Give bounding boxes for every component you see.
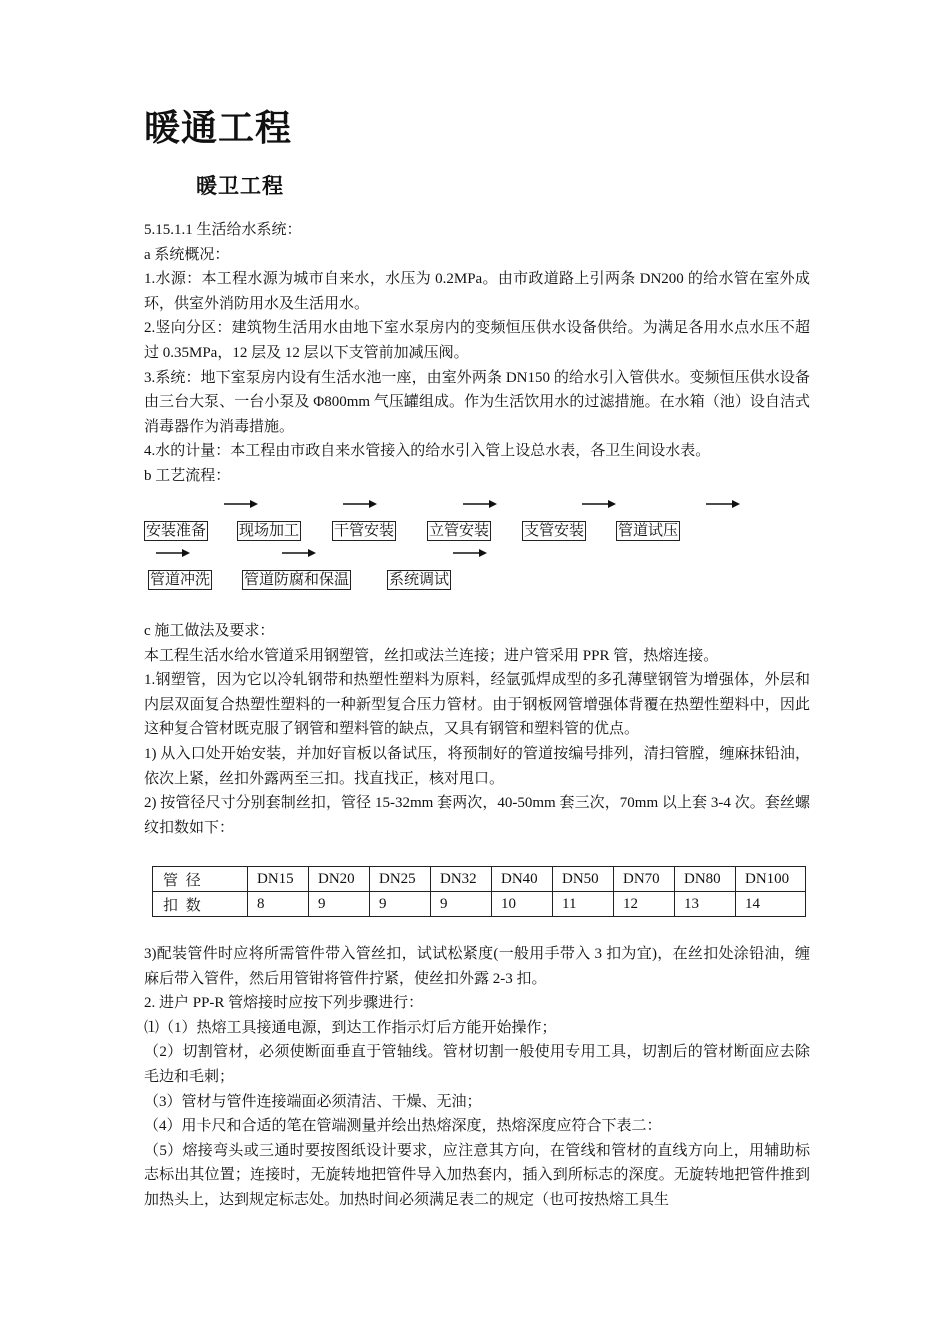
page-title: 暖通工程 [144, 108, 293, 149]
table-cell: 14 [736, 892, 806, 917]
heading-water-supply: 5.15.1.1 生活给水系统： [144, 222, 302, 238]
table-cell: 8 [248, 892, 309, 917]
flow-arrow-icon [706, 499, 740, 509]
flow-step-commissioning: 系统调试 [389, 572, 450, 588]
table-cell: DN70 [614, 867, 675, 892]
table-header-cell: 扣 数 [153, 892, 248, 917]
flow-step-pressure-test: 管道试压 [618, 523, 679, 539]
table-cell: DN20 [309, 867, 370, 892]
section-title: 暖卫工程 [196, 174, 284, 198]
flow-step-anticorrosion: 管道防腐和保温 [244, 572, 350, 588]
flow-step-flushing: 管道冲洗 [150, 572, 211, 588]
table-cell: 9 [431, 892, 492, 917]
table-cell: 9 [309, 892, 370, 917]
table-cell: 12 [614, 892, 675, 917]
thread-count-table [152, 866, 806, 917]
paragraph-install-step-1: 1) 从入口处开始安装，并加好盲板以备试压，将预制好的管道按编号排列，清扫管膛，缠麻抹铅油，依次上紧，丝扣外露两至三扣。找直找正，核对甩口。 [144, 745, 810, 787]
flow-step-fabrication: 现场加工 [239, 523, 300, 539]
table-cell: 11 [553, 892, 614, 917]
paragraph-ppr-step-1: ⑴（1）热熔工具接通电源，到达工作指示灯后方能开始操作； [144, 1019, 557, 1036]
table-cell: DN32 [431, 867, 492, 892]
paragraph-ppr-steps-intro: 2. 进户 PP-R 管熔接时应按下列步骤进行： [144, 995, 424, 1012]
paragraph-metering: 4.水的计量：本工程由市政自来水管接入的给水引入管上设总水表，各卫生间设水表。 [144, 443, 711, 460]
flow-arrow-icon [582, 499, 616, 509]
section-ppr-fusion [144, 942, 810, 1213]
flow-arrow-icon [282, 548, 316, 558]
section-water-supply [144, 218, 810, 489]
table-header-cell: 管 径 [153, 867, 248, 892]
paragraph-zoning: 2.竖向分区：建筑物生活用水由地下室水泵房内的变频恒压供水设备供给。为满足各用水点水压不超过 0.35MPa，12 层及 12 层以下支管前加减压阀。 [144, 320, 810, 361]
flow-step-prepare: 安装准备 [146, 523, 207, 539]
table-cell: 13 [675, 892, 736, 917]
paragraph-ppr-step-5: （5）熔接弯头或三通时要按图纸设计要求，应注意其方向，在管线和管材的直线方向上，用辅助标志标出其位置；连接时，无旋转地把管件导入加热套内，插入到所标志的深度。无旋转地把管件推到加热头上，达到规定标志处。加热时间必须满足表二的规定（也可按热熔工具生 [144, 1142, 810, 1208]
table-row [153, 867, 806, 892]
process-flow-diagram [144, 494, 810, 594]
flow-arrow-icon [343, 499, 377, 509]
paragraph-ppr-step-3: （3）管材与管件连接端面必须清洁、干燥、无油； [144, 1093, 482, 1110]
paragraph-fitting-assembly: 3)配装管件时应将所需管件带入管丝扣，试试松紧度(一般用手带入 3 扣为宜)，在丝扣处涂铅油，缠麻后带入管件，然后用管钳将管件拧紧，使丝扣外露 2-3 扣。 [144, 946, 810, 987]
flow-step-riser: 立管安装 [429, 523, 490, 539]
paragraph-system: 3.系统：地下室泵房内设有生活水池一座，由室外两条 DN150 的给水引入管供水。变频恒压供水设备由三台大泵、一台小泵及 Φ800mm 气压罐组成。作为生活饮用水的过滤措施。在水箱（池）设自洁式消毒器作为消毒措施。 [144, 369, 810, 435]
table-cell: 9 [370, 892, 431, 917]
paragraph-pipe-material: 本工程生活水给水管道采用钢塑管，丝扣或法兰连接；进户管采用 PPR 管，热熔连接。 [144, 647, 719, 664]
table-cell: 10 [492, 892, 553, 917]
flow-step-branch: 支管安装 [524, 523, 585, 539]
paragraph-install-step-2: 2) 按管径尺寸分别套制丝扣，管径 15-32mm 套两次，40-50mm 套三次，70mm 以上套 3-4 次。套丝螺纹扣数如下： [144, 795, 810, 836]
paragraph-steel-plastic-pipe: 1.钢塑管，因为它以冷轧钢带和热塑性塑料为原料，经氩弧焊成型的多孔薄壁钢管为增强体，外层和内层双面复合热塑性塑料的一种新型复合压力管材。由于钢板网管增强体背覆在热塑性塑料中，因此这种复合管材既克服了钢管和塑料管的缺点，又具有钢管和塑料管的优点。 [144, 672, 810, 738]
flow-arrow-icon [463, 499, 497, 509]
flow-arrow-icon [453, 548, 487, 558]
subheading-overview: a 系统概况： [144, 246, 230, 263]
paragraph-water-source: 1.水源：本工程水源为城市自来水，水压为 0.2MPa。由市政道路上引两条 DN200 的给水管在室外成环，供室外消防用水及生活用水。 [144, 271, 810, 312]
table-cell: DN25 [370, 867, 431, 892]
subheading-construction: c 施工做法及要求： [144, 623, 275, 639]
table-cell: DN80 [675, 867, 736, 892]
table-cell: DN100 [736, 867, 806, 892]
paragraph-ppr-step-4: （4）用卡尺和合适的笔在管端测量并绘出热熔深度，热熔深度应符合下表二： [144, 1118, 662, 1135]
table-cell: DN50 [553, 867, 614, 892]
flow-arrow-icon [156, 548, 190, 558]
table-row [153, 892, 806, 917]
table-cell: DN40 [492, 867, 553, 892]
flow-step-main-pipe: 干管安装 [334, 523, 395, 539]
section-construction [144, 619, 810, 840]
flow-arrow-icon [224, 499, 258, 509]
subheading-process-flow: b 工艺流程： [144, 467, 231, 484]
paragraph-ppr-step-2: （2）切割管材，必须使断面垂直于管轴线。管材切割一般使用专用工具，切割后的管材断面应去除毛边和毛刺； [144, 1044, 810, 1085]
table-cell: DN15 [248, 867, 309, 892]
